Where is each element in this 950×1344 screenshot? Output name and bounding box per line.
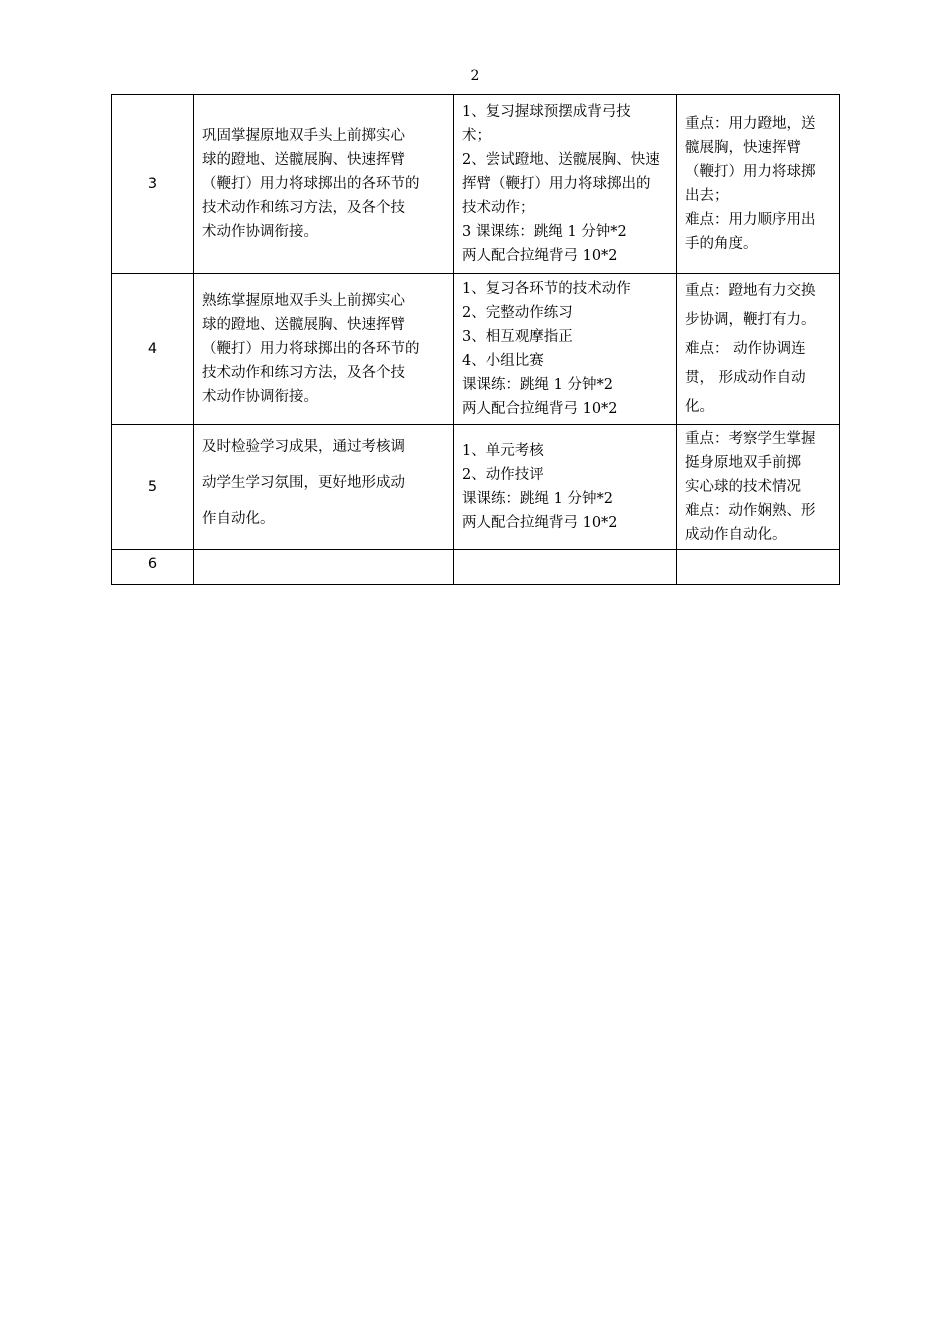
- goal-line: （鞭打）用力将球掷出的各环节的: [202, 341, 420, 357]
- content-line: 两人配合拉绳背弓 10*2: [462, 515, 618, 531]
- goal-line: 巩固掌握原地双手头上前掷实心: [202, 128, 405, 144]
- key-line: 重点：用力蹬地，送: [685, 116, 816, 132]
- goal-cell: [194, 274, 454, 425]
- content-line: 两人配合拉绳背弓 10*2: [462, 401, 618, 417]
- content-line: 术；: [462, 128, 491, 144]
- content-line: 挥臂（鞭打）用力将球掷出的: [462, 176, 651, 192]
- goal-cell: [194, 95, 454, 274]
- content-cell: [454, 95, 677, 274]
- goal-line: 技术动作和练习方法，及各个技: [202, 200, 405, 216]
- content-cell: [454, 425, 677, 550]
- content-line: 2、动作技评: [462, 467, 544, 483]
- goal-line: 球的蹬地、送髋展胸、快速挥臂: [202, 317, 405, 333]
- goal-cell: [194, 425, 454, 550]
- key-line: 难点：用力顺序用出: [685, 212, 816, 228]
- key-line: 出去；: [685, 188, 729, 204]
- goal-cell: [194, 550, 454, 585]
- content-line: 1、单元考核: [462, 443, 544, 459]
- lesson-plan-table: [111, 94, 840, 585]
- goal-line: 作自动化。: [202, 511, 275, 527]
- lesson-number: 6: [112, 550, 194, 585]
- content-line: 2、尝试蹬地、送髋展胸、快速: [462, 152, 660, 168]
- key-line: （鞭打）用力将球掷: [685, 164, 816, 180]
- content-line: 2、完整动作练习: [462, 305, 573, 321]
- page-number: 2: [470, 68, 480, 84]
- goal-line: （鞭打）用力将球掷出的各环节的: [202, 176, 420, 192]
- content-line: 1、复习握球预摆成背弓技: [462, 104, 631, 120]
- goal-line: 球的蹬地、送髋展胸、快速挥臂: [202, 152, 405, 168]
- key-points-cell: [677, 550, 840, 585]
- lesson-number: 3: [112, 95, 194, 274]
- key-points-cell: [677, 274, 840, 425]
- content-line: 课课练：跳绳 1 分钟*2: [462, 377, 613, 393]
- goal-line: 及时检验学习成果，通过考核调: [202, 439, 405, 455]
- key-line: 步协调，鞭打有力。: [685, 311, 816, 328]
- table-row: [112, 95, 840, 274]
- goal-line: 熟练掌握原地双手头上前掷实心: [202, 293, 405, 309]
- key-points-cell: [677, 425, 840, 550]
- content-line: 4、小组比赛: [462, 353, 544, 369]
- content-line: 课课练：跳绳 1 分钟*2: [462, 491, 613, 507]
- table-row: [112, 425, 840, 550]
- goal-line: 术动作协调衔接。: [202, 389, 318, 405]
- lesson-number: 5: [112, 425, 194, 550]
- key-line: 挺身原地双手前掷: [685, 455, 801, 471]
- key-line: 手的角度。: [685, 236, 758, 252]
- goal-line: 术动作协调衔接。: [202, 224, 318, 240]
- goal-line: 技术动作和练习方法，及各个技: [202, 365, 405, 381]
- content-line: 3 课课练：跳绳 1 分钟*2: [462, 224, 627, 240]
- table-row: [112, 274, 840, 425]
- key-line: 重点：蹬地有力交换: [685, 282, 816, 299]
- goal-line: 动学生学习氛围，更好地形成动: [202, 475, 405, 491]
- key-line: 贯， 形成动作自动: [685, 369, 806, 386]
- key-line: 髋展胸，快速挥臂: [685, 140, 801, 156]
- content-cell: [454, 550, 677, 585]
- lesson-number: 4: [112, 274, 194, 425]
- content-cell: [454, 274, 677, 425]
- content-line: 技术动作；: [462, 200, 535, 216]
- key-line: 实心球的技术情况: [685, 479, 801, 495]
- table-row: [112, 550, 840, 585]
- key-line: 重点：考察学生掌握: [685, 431, 816, 447]
- key-points-cell: [677, 95, 840, 274]
- content-line: 两人配合拉绳背弓 10*2: [462, 248, 618, 264]
- content-line: 3、相互观摩指正: [462, 329, 573, 345]
- key-line: 化。: [685, 398, 714, 415]
- key-line: 成动作自动化。: [685, 527, 787, 543]
- key-line: 难点： 动作协调连: [685, 340, 806, 357]
- key-line: 难点：动作娴熟、形: [685, 503, 816, 519]
- content-line: 1、复习各环节的技术动作: [462, 281, 631, 297]
